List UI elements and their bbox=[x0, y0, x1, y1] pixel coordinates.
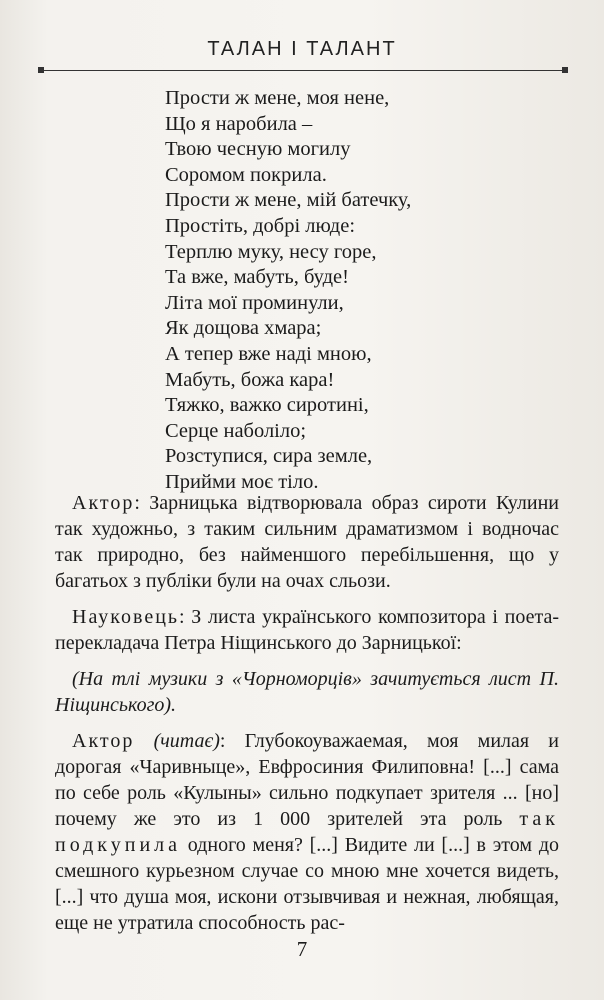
prose-block bbox=[55, 490, 559, 946]
poem-line: Простіть, добрі люде: bbox=[165, 214, 356, 237]
poem-block bbox=[165, 86, 411, 496]
header-rule bbox=[40, 70, 566, 71]
poem-line: А тепер вже наді мною, bbox=[165, 342, 372, 365]
speaker-label: Актор bbox=[72, 492, 135, 514]
running-head: ТАЛАН І ТАЛАНТ bbox=[207, 38, 397, 60]
paragraph-text: : З листа українського композитора і поета-перекладача Петра Ніщинського до Зарницької: bbox=[55, 606, 559, 654]
rule-end-square-right bbox=[562, 67, 568, 73]
paragraph-text: одного меня? [...] Видите ли [...] в этом до смешного курьезном случае со мною мне хочется видеть, [...] что душа моя, искони отзывчивая и нежная, любящая, еще не утратила способность рас- bbox=[55, 834, 559, 934]
speaker-label: Науковець bbox=[72, 606, 180, 628]
poem-line: Що я наробила – bbox=[165, 112, 313, 135]
paragraph-actor-1 bbox=[55, 490, 559, 594]
poem-line: Мабуть, божа кара! bbox=[165, 368, 335, 391]
rule-end-square-left bbox=[38, 67, 44, 73]
stage-direction: (На тлі музики з «Чорноморців» зачитується лист П. Ніщинського). bbox=[55, 668, 559, 716]
spaced-emphasis: так подкупила bbox=[55, 808, 559, 856]
poem-line: Та вже, мабуть, буде! bbox=[165, 266, 349, 289]
speaker-label: Актор bbox=[72, 730, 135, 752]
page-number: 7 bbox=[296, 937, 308, 961]
stage-note: (читає) bbox=[153, 730, 220, 752]
poem-line: Соромом покрила. bbox=[165, 163, 327, 186]
paragraph-text: : Зарницька відтворювала образ сироти Кулини так художньо, з таким сильним драматизмом і водночас так природно, без найменшого перебільшення, що у багатьох з публіки були на очах сльози. bbox=[55, 492, 559, 592]
poem-line: Прости ж мене, мій батечку, bbox=[165, 189, 412, 212]
poem-line: Тяжко, важко сиротині, bbox=[165, 394, 369, 417]
poem-line: Літа мої проминули, bbox=[165, 291, 344, 314]
poem-line: Терплю муку, несу горе, bbox=[165, 240, 377, 263]
poem-line: Прийми моє тіло. bbox=[165, 470, 319, 493]
poem-line: Твою чесную могилу bbox=[165, 138, 351, 161]
poem-line: Серце наболіло; bbox=[165, 419, 307, 442]
paragraph-scholar bbox=[55, 604, 559, 656]
poem-line: Як дощова хмара; bbox=[165, 317, 322, 340]
poem-line: Розступися, сира земле, bbox=[165, 445, 373, 468]
paragraph-text: : Глубокоуважаемая, моя милая и дорогая «Чаривныце», Евфросиния Филиповна! [...] сама по себе роль «Кулыны» сильно подкупает зрителя ... [но] почему же это из 1 000 зрителей эта роль bbox=[55, 730, 560, 830]
paragraph-actor-2 bbox=[55, 728, 559, 936]
poem-line: Прости ж мене, моя нене, bbox=[165, 87, 390, 109]
